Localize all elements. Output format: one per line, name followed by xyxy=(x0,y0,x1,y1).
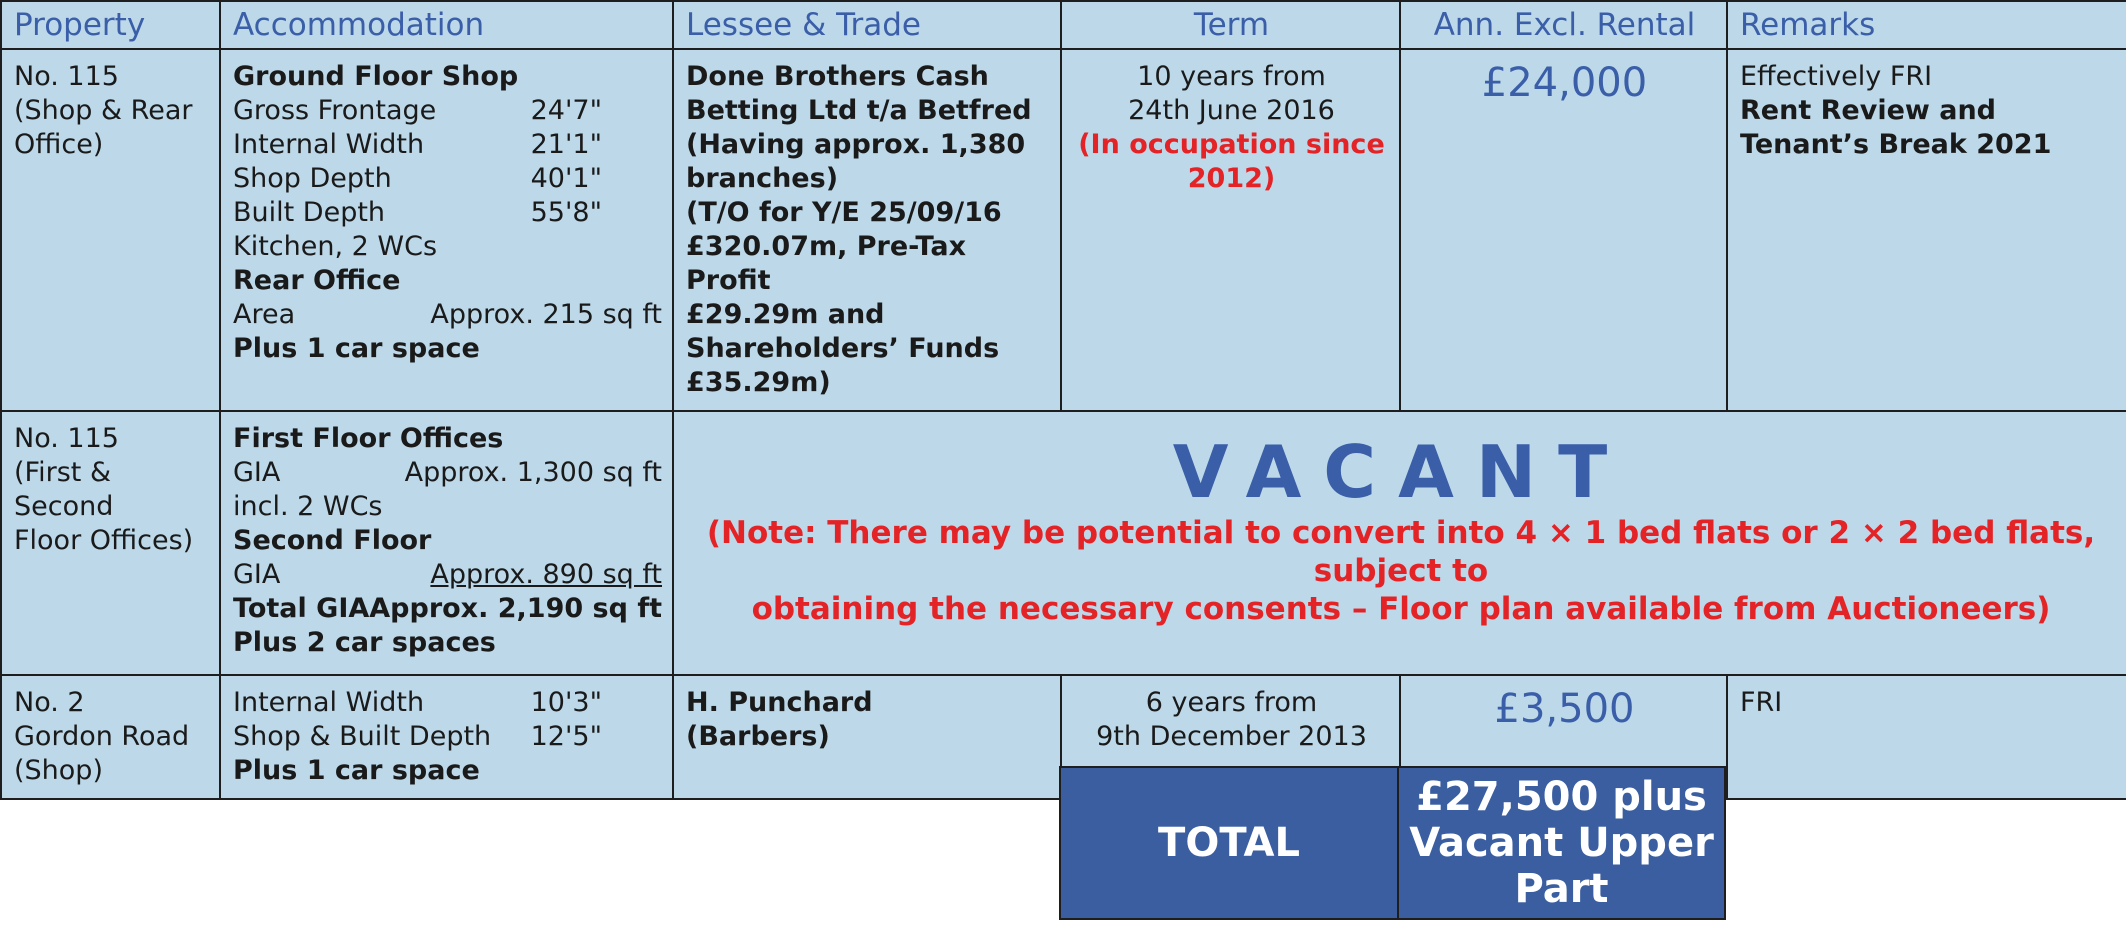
accom-item xyxy=(233,162,662,196)
term-line: 6 years from xyxy=(1145,687,1318,718)
total-label-text: TOTAL xyxy=(1158,820,1300,866)
rent-value: £3,500 xyxy=(1494,686,1635,732)
lessee-line: Shareholders’ Funds xyxy=(686,333,1000,364)
accom-item xyxy=(233,94,662,128)
header-property: Property xyxy=(1,1,220,49)
accom-key: Total GIA xyxy=(233,593,370,624)
vacant-note: obtaining the necessary consents – Floor plan available from Auctioneers) xyxy=(751,591,2051,627)
lessee-line: H. Punchard xyxy=(686,687,873,718)
accom-value: Approx. 890 sq ft xyxy=(430,559,662,590)
rental-cell xyxy=(1400,49,1727,411)
accom-total xyxy=(233,592,662,626)
lessee-line: Done Brothers Cash xyxy=(686,61,989,92)
lessee-line: £35.29m) xyxy=(686,367,831,398)
lessee-line: branches) xyxy=(686,163,839,194)
vacant-cell xyxy=(673,411,2126,675)
accom-value: 10'3" xyxy=(530,687,602,718)
accom-key: Shop & Built Depth xyxy=(233,721,492,752)
accom-item xyxy=(233,686,662,720)
accom-item xyxy=(233,720,662,754)
lessee-line: (Barbers) xyxy=(686,721,830,752)
table-row xyxy=(1,411,2126,675)
accom-value: Approx. 2,190 sq ft xyxy=(369,593,663,624)
lessee-cell xyxy=(673,49,1061,411)
accom-key: Internal Width xyxy=(233,129,425,160)
accom-value: 12'5" xyxy=(530,721,602,752)
accom-key: GIA xyxy=(233,559,281,590)
vacant-label: VACANT xyxy=(1172,430,1630,514)
accommodation-cell xyxy=(220,49,673,411)
header-accommodation: Accommodation xyxy=(220,1,673,49)
accom-item xyxy=(233,558,662,592)
vacant-note: (Note: There may be potential to convert into 4 × 1 bed flats or 2 × 2 bed flats, subject to xyxy=(706,515,2096,589)
property-line: (Shop & Rear xyxy=(14,95,193,126)
accom-value: Approx. 215 sq ft xyxy=(430,299,662,330)
term-line: 24th June 2016 xyxy=(1128,95,1335,126)
property-cell xyxy=(1,411,220,675)
term-cell xyxy=(1061,49,1400,411)
term-line: 10 years from xyxy=(1137,61,1326,92)
accommodation-cell xyxy=(220,675,673,799)
property-line: No. 115 xyxy=(14,423,119,454)
total-value-line: Vacant Upper xyxy=(1409,820,1714,866)
lessee-line: (Having approx. 1,380 xyxy=(686,129,1026,160)
header-rental: Ann. Excl. Rental xyxy=(1400,1,1727,49)
term-line: 9th December 2013 xyxy=(1096,721,1367,752)
accom-key: GIA xyxy=(233,457,281,488)
accom-key: Shop Depth xyxy=(233,163,392,194)
accom-key: Area xyxy=(233,299,296,330)
property-line: (Shop) xyxy=(14,755,103,786)
accom-item xyxy=(233,196,662,230)
accom-key: Gross Frontage xyxy=(233,95,437,126)
accom-car: Plus 2 car spaces xyxy=(233,627,496,658)
accom-value: 24'7" xyxy=(530,95,602,126)
lessee-cell xyxy=(673,675,1061,799)
rent-value: £24,000 xyxy=(1481,60,1648,106)
accom-value: 21'1" xyxy=(530,129,602,160)
property-cell xyxy=(1,49,220,411)
header-lessee-trade: Lessee & Trade xyxy=(673,1,1061,49)
accom-item xyxy=(233,128,662,162)
property-line: Floor Offices) xyxy=(14,525,194,556)
lessee-line: £320.07m, Pre-Tax Profit xyxy=(686,231,966,296)
table-row xyxy=(1,49,2126,411)
total-value-line: Part xyxy=(1514,866,1609,912)
accom-value: 55'8" xyxy=(530,197,602,228)
total-value xyxy=(1397,766,1726,920)
term-note: 2012) xyxy=(1187,163,1276,194)
accom-car: Plus 1 car space xyxy=(233,333,480,364)
remarks-bold: Tenant’s Break 2021 xyxy=(1740,129,2052,160)
accom-rear-title: Rear Office xyxy=(233,265,401,296)
accom-key: Built Depth xyxy=(233,197,386,228)
accom-title: First Floor Offices xyxy=(233,423,504,454)
accom-item xyxy=(233,456,662,490)
remarks-cell xyxy=(1727,675,2126,799)
remarks-text: FRI xyxy=(1740,687,1783,718)
lessee-line: (T/O for Y/E 25/09/16 xyxy=(686,197,1002,228)
header-row xyxy=(1,1,2126,49)
term-note: (In occupation since xyxy=(1078,129,1385,160)
accom-car: Plus 1 car space xyxy=(233,755,480,786)
property-line: Gordon Road xyxy=(14,721,190,752)
property-line: Office) xyxy=(14,129,104,160)
total-label xyxy=(1059,766,1399,920)
remarks-cell xyxy=(1727,49,2126,411)
accom-value: 40'1" xyxy=(530,163,602,194)
accom-wc: incl. 2 WCs xyxy=(233,491,383,522)
total-value-line: £27,500 plus xyxy=(1416,774,1707,820)
property-line: No. 115 xyxy=(14,61,119,92)
accom-key: Internal Width xyxy=(233,687,425,718)
lessee-line: Betting Ltd t/a Betfred xyxy=(686,95,1032,126)
remarks-text: Effectively FRI xyxy=(1740,61,1933,92)
accom-item xyxy=(233,298,662,332)
accommodation-cell xyxy=(220,411,673,675)
accom-title: Second Floor xyxy=(233,525,432,556)
property-cell xyxy=(1,675,220,799)
remarks-bold: Rent Review and xyxy=(1740,95,1997,126)
header-term: Term xyxy=(1061,1,1400,49)
property-line: No. 2 xyxy=(14,687,85,718)
property-line: (First & Second xyxy=(14,457,114,522)
accom-kitchen: Kitchen, 2 WCs xyxy=(233,231,438,262)
header-remarks: Remarks xyxy=(1727,1,2126,49)
accom-title: Ground Floor Shop xyxy=(233,61,519,92)
accom-value: Approx. 1,300 sq ft xyxy=(404,457,662,488)
lessee-line: £29.29m and xyxy=(686,299,885,330)
